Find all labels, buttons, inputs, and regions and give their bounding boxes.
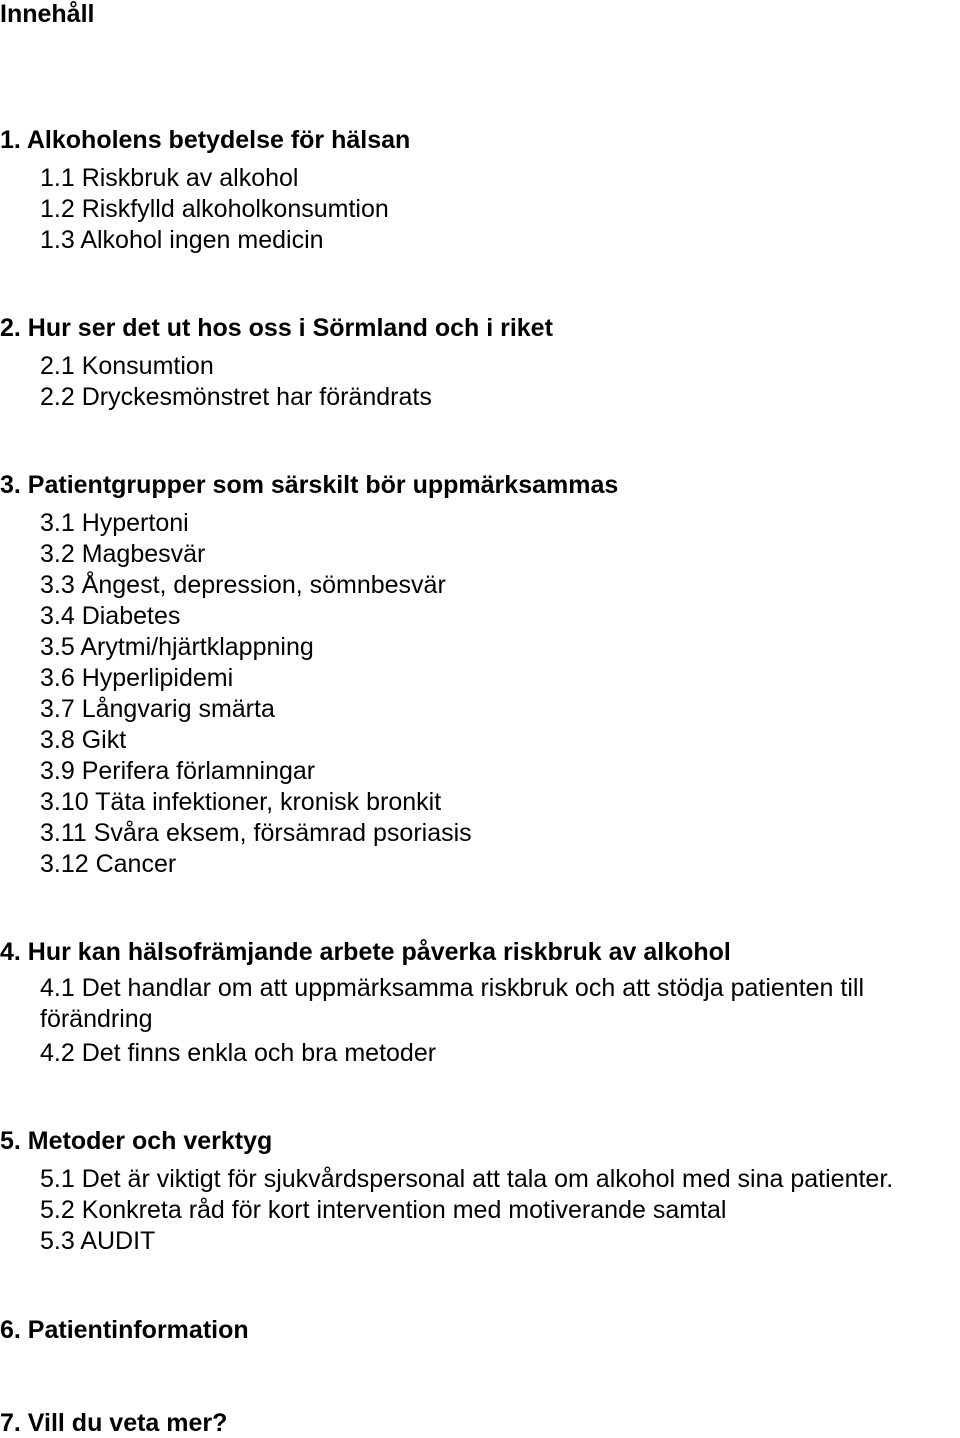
section-heading-7: 7. Vill du veta mer? — [0, 1409, 228, 1437]
toc-item-5-2: 5.2 Konkreta råd för kort intervention med motiverande samtal — [40, 1196, 727, 1224]
toc-item-3-4: 3.4 Diabetes — [40, 602, 181, 630]
toc-item-3-12: 3.12 Cancer — [40, 850, 177, 878]
section-heading-6: 6. Patientinformation — [0, 1316, 249, 1344]
toc-item-3-2: 3.2 Magbesvär — [40, 540, 206, 568]
page-title: Innehåll — [0, 0, 95, 28]
toc-item-3-5: 3.5 Arytmi/hjärtklappning — [40, 633, 314, 661]
toc-item-4-1: 4.1 Det handlar om att uppmärksamma riskbruk och att stödja patienten till förändring — [40, 974, 865, 1033]
toc-item-3-10: 3.10 Täta infektioner, kronisk bronkit — [40, 788, 442, 816]
toc-item-3-9: 3.9 Perifera förlamningar — [40, 757, 316, 785]
toc-item-4-2: 4.2 Det finns enkla och bra metoder — [40, 1039, 437, 1067]
toc-item-2-1: 2.1 Konsumtion — [40, 352, 214, 380]
toc-item-3-8: 3.8 Gikt — [40, 726, 127, 754]
toc-item-5-1: 5.1 Det är viktigt för sjukvårdspersonal att tala om alkohol med sina patienter. — [40, 1165, 894, 1193]
toc-item-5-3: 5.3 AUDIT — [40, 1227, 156, 1255]
section-heading-1: 1. Alkoholens betydelse för hälsan — [0, 126, 411, 154]
toc-item-3-7: 3.7 Långvarig smärta — [40, 695, 275, 723]
section-heading-2: 2. Hur ser det ut hos oss i Sörmland och i riket — [0, 314, 553, 342]
section-heading-5: 5. Metoder och verktyg — [0, 1127, 273, 1155]
toc-item-1-2: 1.2 Riskfylld alkoholkonsumtion — [40, 195, 389, 223]
toc-item-2-2: 2.2 Dryckesmönstret har förändrats — [40, 383, 432, 411]
section-heading-3: 3. Patientgrupper som särskilt bör uppmärksammas — [0, 471, 619, 499]
toc-item-1-3: 1.3 Alkohol ingen medicin — [40, 226, 324, 254]
section-heading-4: 4. Hur kan hälsofrämjande arbete påverka riskbruk av alkohol — [0, 938, 731, 966]
toc-item-3-1: 3.1 Hypertoni — [40, 509, 189, 537]
toc-item-3-6: 3.6 Hyperlipidemi — [40, 664, 234, 692]
toc-item-1-1: 1.1 Riskbruk av alkohol — [40, 164, 299, 192]
toc-item-3-3: 3.3 Ångest, depression, sömnbesvär — [40, 571, 446, 599]
toc-item-3-11: 3.11 Svåra eksem, försämrad psoriasis — [40, 819, 472, 847]
